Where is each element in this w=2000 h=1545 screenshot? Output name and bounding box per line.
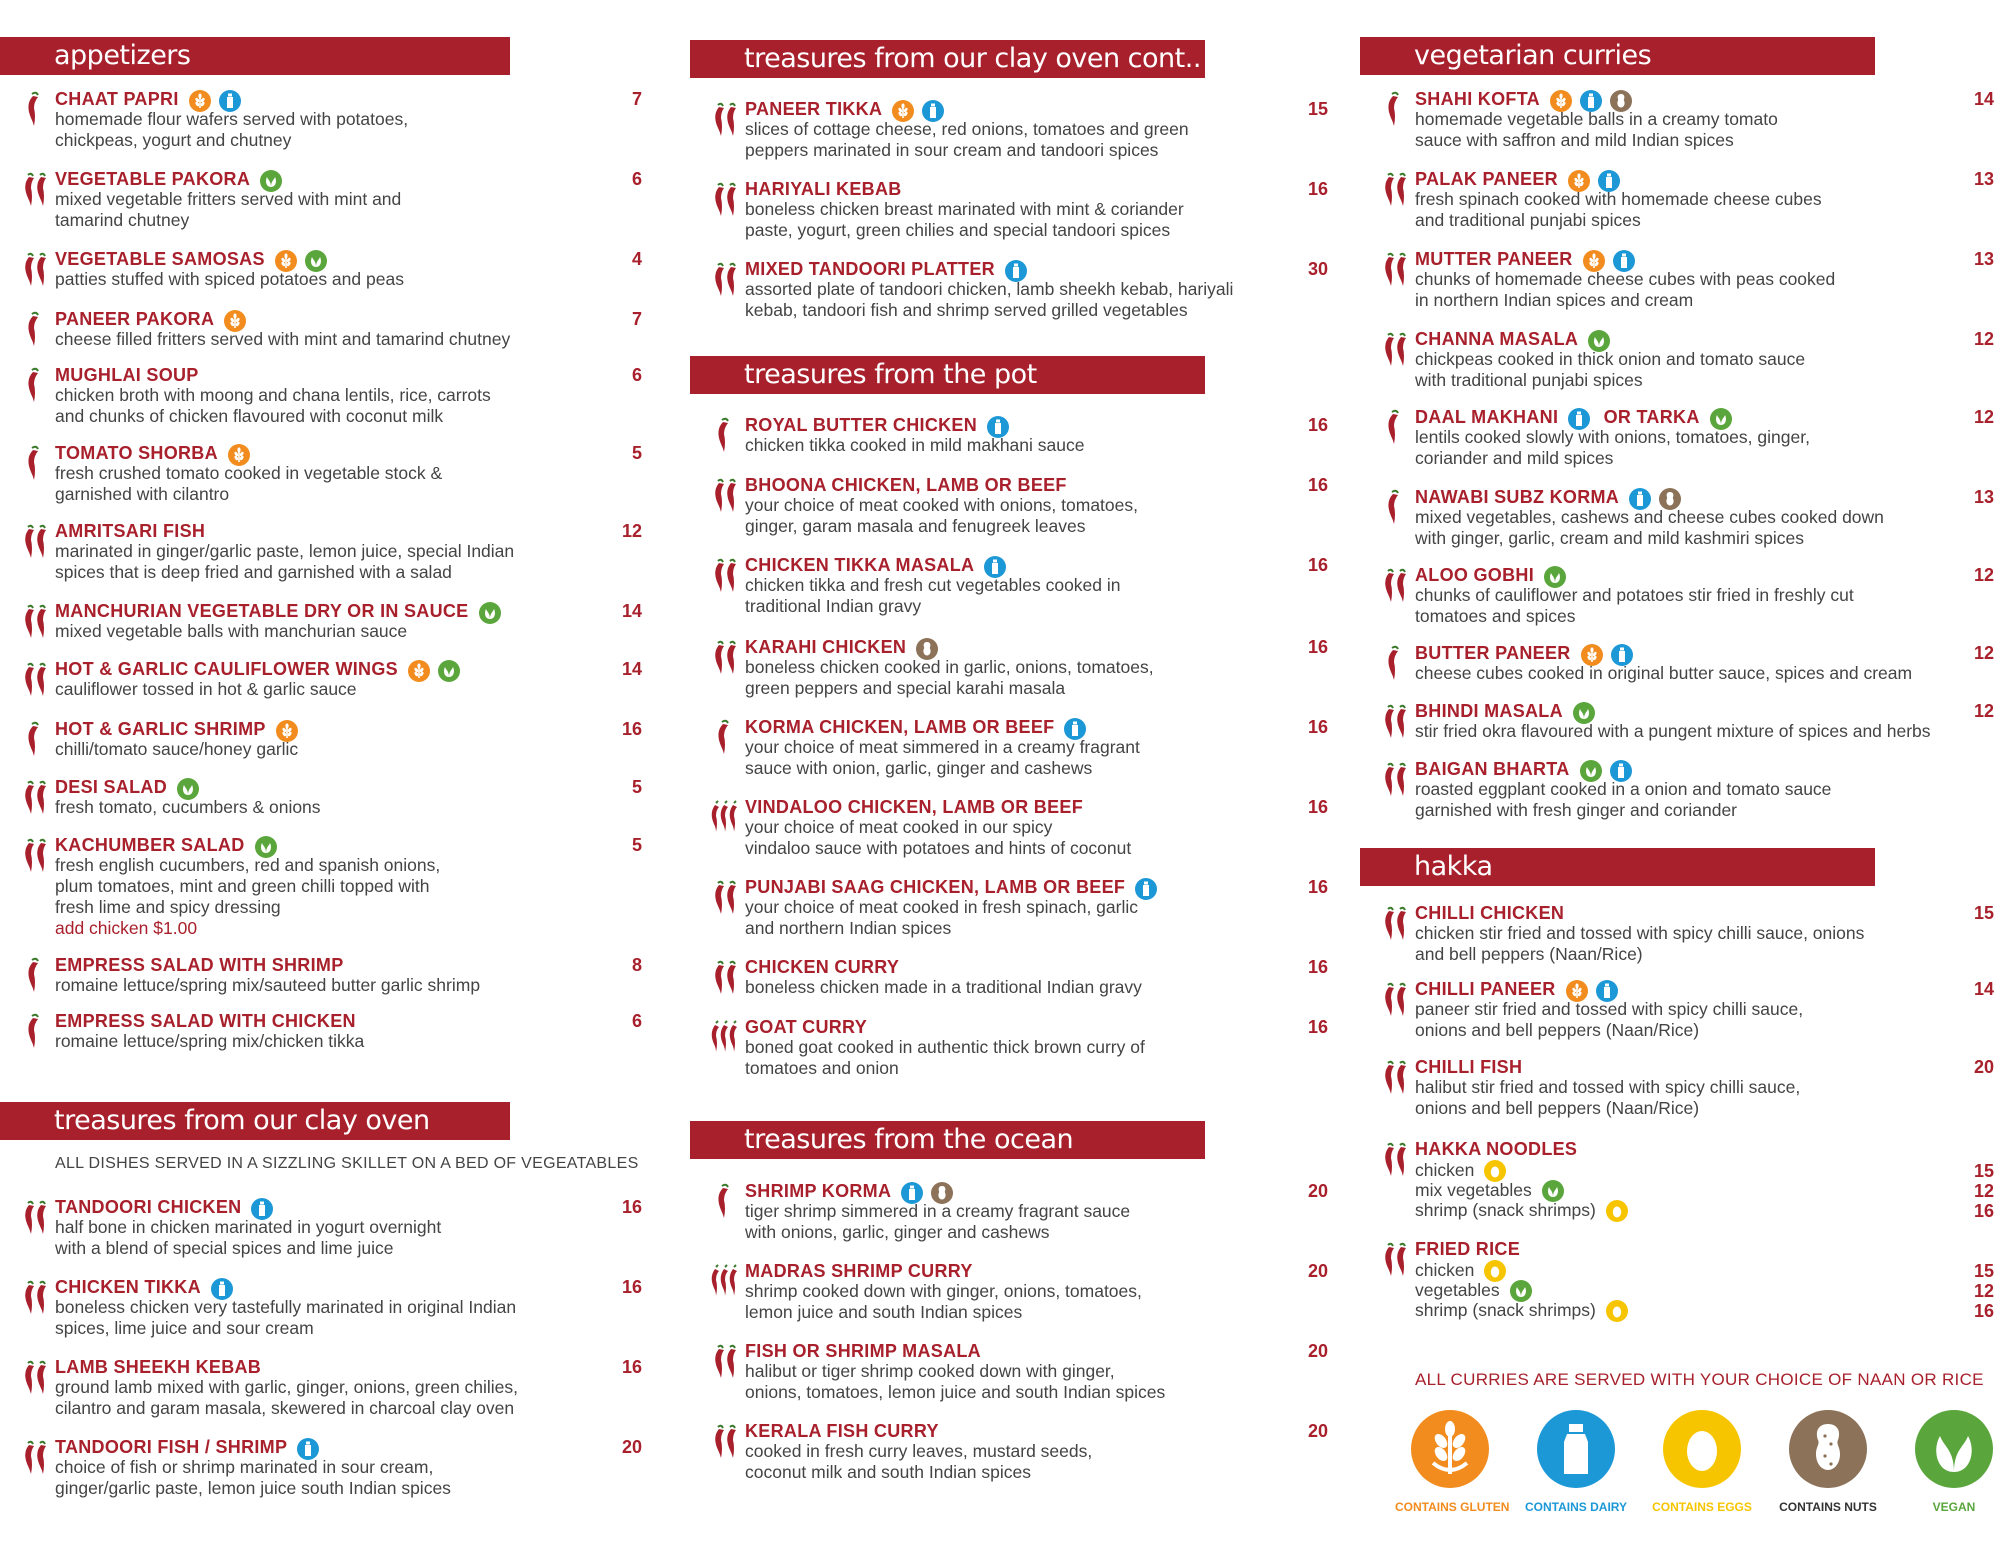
chili-spice-icon [1380, 488, 1416, 526]
option-icon-wrap [1484, 1160, 1514, 1180]
item-description: your choice of meat cooked in fresh spinach, garlic [745, 897, 1138, 917]
item-name-text: CHILLI PANEER [1415, 979, 1556, 999]
item-name-text: MUTTER PANEER [1415, 249, 1573, 269]
item-price: 14 [621, 659, 642, 679]
item-price: 13 [1973, 487, 1994, 507]
item-price: 16 [621, 1197, 642, 1217]
section-banner-pot: treasures from the pot [690, 356, 1205, 394]
item-description: homemade flour wafers served with potatoes, [55, 109, 409, 129]
option-price: 15 [1973, 1161, 1994, 1181]
egg-icon [1663, 1410, 1741, 1488]
item-price: 14 [1973, 979, 1994, 999]
item-name-text: KERALA FISH CURRY [745, 1421, 939, 1441]
item-name-text: CHICKEN CURRY [745, 957, 900, 977]
option-label: chicken [1415, 1260, 1475, 1280]
chili-spice-icon [20, 1278, 56, 1316]
chili-spice-icon [710, 878, 746, 916]
item-name [55, 954, 344, 976]
item-price: 12 [1973, 329, 1994, 349]
chili-spice-icon [20, 170, 56, 208]
item-name [745, 474, 1067, 496]
option-label: shrimp (snack shrimps) [1415, 1300, 1596, 1320]
chili-spice-icon [20, 1198, 56, 1236]
section-banner-ocean: treasures from the ocean [690, 1121, 1205, 1159]
item-name-text: HOT & GARLIC SHRIMP [55, 719, 266, 739]
gluten-icon [408, 660, 430, 682]
item-price: 16 [621, 719, 642, 739]
item-price: 20 [1307, 1261, 1328, 1281]
item-description: cauliflower tossed in hot & garlic sauce [55, 679, 357, 699]
item-description: cooked in fresh curry leaves, mustard seeds, [745, 1441, 1093, 1461]
item-price: 12 [1973, 565, 1994, 585]
item-price: 13 [1973, 169, 1994, 189]
chili-spice-icon [1380, 90, 1416, 128]
chili-spice-icon [710, 638, 746, 676]
item-description: green peppers and special karahi masala [745, 678, 1066, 698]
item-price: 20 [1973, 1057, 1994, 1077]
item-description: spices, lime juice and sour cream [55, 1318, 314, 1338]
chili-spice-icon [1380, 250, 1416, 288]
item-description: plum tomatoes, mint and green chilli topped with [55, 876, 430, 896]
item-name [1415, 1056, 1522, 1078]
item-name [745, 796, 1083, 818]
item-name-text: LAMB SHEEKH KEBAB [55, 1357, 262, 1377]
chili-spice-icon [1380, 330, 1416, 368]
item-option [1415, 1300, 1636, 1322]
item-description: lemon juice and south Indian spices [745, 1302, 1023, 1322]
chili-spice-icon [710, 798, 746, 836]
item-description: half bone in chicken marinated in yogurt overnight [55, 1217, 442, 1237]
item-name [55, 520, 205, 542]
item-name-text: PUNJABI SAAG CHICKEN, LAMB OR BEEF [745, 877, 1126, 897]
item-description: tamarind chutney [55, 210, 190, 230]
legend-label: CONTAINS GLUTEN [1395, 1500, 1510, 1514]
item-description: boneless chicken cooked in garlic, onions, tomatoes, [745, 657, 1154, 677]
item-price: 5 [631, 835, 642, 855]
chili-spice-icon [20, 778, 56, 816]
item-description: stir fried okra flavoured with a pungent mixture of spices and herbs [1415, 721, 1931, 741]
item-description: with onions, garlic, ginger and cashews [745, 1222, 1050, 1242]
chili-spice-icon [20, 720, 56, 758]
vegan-icon [438, 660, 460, 682]
chili-spice-icon [1380, 1058, 1416, 1096]
item-description: ginger/garlic paste, lemon juice south Indian spices [55, 1478, 451, 1498]
option-price: 12 [1973, 1281, 1994, 1301]
legend-item-nuts [1773, 1410, 1883, 1514]
item-description: fresh english cucumbers, red and spanish onions, [55, 855, 441, 875]
section-banner-appetizers: appetizers [0, 37, 510, 75]
item-price: 5 [631, 777, 642, 797]
item-name-text: ALOO GOBHI [1415, 565, 1534, 585]
item-description: mixed vegetable fritters served with mint and [55, 189, 402, 209]
item-description: spices that is deep fried and garnished with a salad [55, 562, 452, 582]
section-banner-clay-oven: treasures from our clay oven [0, 1102, 510, 1140]
item-price: 20 [1307, 1341, 1328, 1361]
item-name [745, 1420, 939, 1442]
chili-spice-icon [20, 956, 56, 994]
chili-spice-icon [1380, 566, 1416, 604]
chili-spice-icon [710, 260, 746, 298]
item-description: marinated in ginger/garlic paste, lemon juice, special Indian [55, 541, 515, 561]
item-description: with traditional punjabi spices [1415, 370, 1643, 390]
item-description: boned goat cooked in authentic thick brown curry of [745, 1037, 1145, 1057]
item-name: FRIED RICE [1415, 1239, 1521, 1259]
option-icon-wrap [1542, 1180, 1572, 1200]
clay-oven-note: ALL DISHES SERVED IN A SIZZLING SKILLET ON A BED OF VEGEATABLES [55, 1155, 639, 1172]
item-name-text: MANCHURIAN VEGETABLE DRY OR IN SAUCE [55, 601, 469, 621]
legend-item-vegan [1899, 1410, 2000, 1514]
served-note: ALL CURRIES ARE SERVED WITH YOUR CHOICE OF NAAN OR RICE [1415, 1370, 1984, 1389]
item-description: paste, yogurt, green chilies and special tandoori spices [745, 220, 1171, 240]
item-price: 16 [1307, 717, 1328, 737]
item-name-text: EMPRESS SALAD WITH SHRIMP [55, 955, 344, 975]
item-name-text: KORMA CHICKEN, LAMB OR BEEF [745, 717, 1055, 737]
item-description: tomatoes and spices [1415, 606, 1576, 626]
wheat-icon [1411, 1410, 1489, 1488]
item-name [745, 178, 902, 200]
item-name-text: SHAHI KOFTA [1415, 89, 1540, 109]
item-price: 7 [631, 89, 642, 109]
item-price: 13 [1973, 249, 1994, 269]
item-description: onions, tomatoes, lemon juice and south Indian spices [745, 1382, 1166, 1402]
option-label: vegetables [1415, 1280, 1500, 1300]
leaf-icon [1915, 1410, 1993, 1488]
item-name-text: DAAL MAKHANI [1415, 407, 1559, 427]
item-description: garnished with cilantro [55, 484, 230, 504]
chili-spice-icon [710, 180, 746, 218]
item-price: 20 [1307, 1181, 1328, 1201]
item-name-text: VEGETABLE PAKORA [55, 169, 251, 189]
chili-spice-icon [710, 1018, 746, 1056]
item-name-text: BUTTER PANEER [1415, 643, 1571, 663]
item-name-text: MIXED TANDOORI PLATTER [745, 259, 995, 279]
item-price: 5 [631, 443, 642, 463]
item-name-text: CHAAT PAPRI [55, 89, 179, 109]
peanut-icon [1789, 1410, 1867, 1488]
item-description: and northern Indian spices [745, 918, 952, 938]
item-description: shrimp cooked down with ginger, onions, tomatoes, [745, 1281, 1142, 1301]
chili-spice-icon [710, 1262, 746, 1300]
item-name-text: TOMATO SHORBA [55, 443, 218, 463]
chili-spice-icon [20, 310, 56, 348]
item-name-text: KACHUMBER SALAD [55, 835, 245, 855]
chili-spice-icon [710, 1422, 746, 1460]
item-description: chicken stir fried and tossed with spicy chilli sauce, onions [1415, 923, 1865, 943]
section-banner-veg-curries: vegetarian curries [1360, 37, 1875, 75]
item-description: paneer stir fried and tossed with spicy chilli sauce, [1415, 999, 1804, 1019]
chili-spice-icon [710, 100, 746, 138]
item-description: halibut stir fried and tossed with spicy chilli sauce, [1415, 1077, 1801, 1097]
item-description: romaine lettuce/spring mix/sauteed butter garlic shrimp [55, 975, 481, 995]
chili-spice-icon [710, 476, 746, 514]
item-name-text: FISH OR SHRIMP MASALA [745, 1341, 981, 1361]
item-description: roasted eggplant cooked in a onion and tomato sauce [1415, 779, 1832, 799]
legend-label: CONTAINS EGGS [1652, 1500, 1752, 1514]
item-price: 16 [621, 1357, 642, 1377]
item-description: fresh lime and spicy dressing [55, 897, 281, 917]
item-description: vindaloo sauce with potatoes and hints of coconut [745, 838, 1132, 858]
chili-spice-icon [20, 366, 56, 404]
legend-label: CONTAINS NUTS [1779, 1500, 1877, 1514]
option-icon-wrap [1484, 1260, 1514, 1280]
item-description: cheese cubes cooked in original butter sauce, spices and cream [1415, 663, 1913, 683]
item-price: 6 [631, 365, 642, 385]
chili-spice-icon [20, 250, 56, 288]
item-price: 6 [631, 169, 642, 189]
item-description: fresh spinach cooked with homemade cheese cubes [1415, 189, 1822, 209]
item-name-text: PANEER TIKKA [745, 99, 883, 119]
item-description: your choice of meat cooked in our spicy [745, 817, 1053, 837]
chili-spice-icon [710, 718, 746, 756]
item-description: mixed vegetables, cashews and cheese cubes cooked down [1415, 507, 1884, 527]
item-description: ground lamb mixed with garlic, ginger, onions, green chilies, [55, 1377, 519, 1397]
chili-spice-icon [20, 444, 56, 482]
item-name-text: CHILLI FISH [1415, 1057, 1523, 1077]
item-name-text: BAIGAN BHARTA [1415, 759, 1570, 779]
item-description: fresh crushed tomato cooked in vegetable stock & [55, 463, 443, 483]
chili-spice-icon [20, 660, 56, 698]
item-price: 4 [631, 249, 642, 269]
option-price: 15 [1973, 1261, 1994, 1281]
chili-spice-icon [710, 958, 746, 996]
item-price: 16 [1307, 797, 1328, 817]
eggs-icon [1606, 1300, 1628, 1322]
option-icon-wrap [1510, 1280, 1540, 1300]
chili-spice-icon [20, 522, 56, 560]
item-description: garnished with fresh ginger and coriander [1415, 800, 1737, 820]
chili-spice-icon [1380, 170, 1416, 208]
item-description: assorted plate of tandoori chicken, lamb sheekh kebab, hariyali [745, 279, 1234, 299]
item-name [745, 1340, 981, 1362]
item-price: 16 [1307, 637, 1328, 657]
item-name-text: PALAK PANEER [1415, 169, 1558, 189]
item-name-text: BHOONA CHICKEN, LAMB OR BEEF [745, 475, 1067, 495]
item-name-text: CHICKEN TIKKA MASALA [745, 555, 975, 575]
option-label: mix vegetables [1415, 1180, 1532, 1200]
chili-spice-icon [710, 1342, 746, 1380]
item-description: chilli/tomato sauce/honey garlic [55, 739, 299, 759]
item-description: homemade vegetable balls in a creamy tomato [1415, 109, 1778, 129]
chili-spice-icon [20, 1012, 56, 1050]
chili-spice-icon [20, 1358, 56, 1396]
option-price: 12 [1973, 1181, 1994, 1201]
item-name-alt: OR TARKA [1598, 407, 1700, 427]
item-description: tiger shrimp simmered in a creamy fragrant sauce [745, 1201, 1131, 1221]
option-label: chicken [1415, 1160, 1475, 1180]
item-description: with a blend of special spices and lime juice [55, 1238, 394, 1258]
item-price: 12 [1973, 407, 1994, 427]
item-description: chicken tikka and fresh cut vegetables cooked in [745, 575, 1121, 595]
item-name [745, 1260, 973, 1282]
chili-spice-icon [20, 602, 56, 640]
chili-spice-icon [1380, 980, 1416, 1018]
item-price: 7 [631, 309, 642, 329]
legend-item-dairy [1521, 1410, 1631, 1514]
item-price: 20 [1307, 1421, 1328, 1441]
item-name-text: CHILLI CHICKEN [1415, 903, 1565, 923]
milk-bottle-icon [1537, 1410, 1615, 1488]
item-description: sauce with onion, garlic, ginger and cashews [745, 758, 1093, 778]
item-price: 12 [1973, 643, 1994, 663]
item-price: 12 [621, 521, 642, 541]
chili-spice-icon [710, 1182, 746, 1220]
item-name-text: EMPRESS SALAD WITH CHICKEN [55, 1011, 356, 1031]
item-description: peppers marinated in sour cream and tandoori spices [745, 140, 1159, 160]
item-description: chicken tikka cooked in mild makhani sauce [745, 435, 1085, 455]
item-description: halibut or tiger shrimp cooked down with ginger, [745, 1361, 1115, 1381]
chili-spice-icon [1380, 760, 1416, 798]
item-description: chunks of cauliflower and potatoes stir fried in freshly cut [1415, 585, 1854, 605]
item-price: 16 [1307, 1017, 1328, 1037]
item-description: kebab, tandoori fish and shrimp served grilled vegetables [745, 300, 1188, 320]
item-price: 30 [1307, 259, 1328, 279]
item-description: chickpeas cooked in thick onion and tomato sauce [1415, 349, 1806, 369]
item-name-text: SHRIMP KORMA [745, 1181, 892, 1201]
item-price: 16 [1307, 475, 1328, 495]
item-description: and traditional punjabi spices [1415, 210, 1641, 230]
item-name-text: HOT & GARLIC CAULIFLOWER WINGS [55, 659, 398, 679]
item-description: cilantro and garam masala, skewered in charcoal clay oven [55, 1398, 515, 1418]
item-description: coconut milk and south Indian spices [745, 1462, 1031, 1482]
item-name-text: MUGHLAI SOUP [55, 365, 199, 385]
item-price: 16 [1307, 877, 1328, 897]
legend-label: VEGAN [1932, 1500, 1976, 1514]
chili-spice-icon [710, 416, 746, 454]
item-description: lentils cooked slowly with onions, tomatoes, ginger, [1415, 427, 1810, 447]
item-name-text: VEGETABLE SAMOSAS [55, 249, 265, 269]
item-price: 14 [621, 601, 642, 621]
option-icon-wrap [1606, 1300, 1636, 1320]
add-chicken-note: add chicken $1.00 [55, 918, 198, 938]
item-description: slices of cottage cheese, red onions, tomatoes and green [745, 119, 1189, 139]
item-description: patties stuffed with spiced potatoes and peas [55, 269, 404, 289]
item-price: 14 [1973, 89, 1994, 109]
item-price: 16 [1307, 179, 1328, 199]
section-banner-hakka: hakka [1360, 848, 1875, 886]
item-description: your choice of meat cooked with onions, tomatoes, [745, 495, 1138, 515]
item-name-text: TANDOORI FISH / SHRIMP [55, 1437, 288, 1457]
item-name [55, 1356, 261, 1378]
item-option [1415, 1200, 1636, 1222]
item-price: 16 [1307, 415, 1328, 435]
item-price: 15 [1307, 99, 1328, 119]
item-description: onions and bell peppers (Naan/Rice) [1415, 1098, 1700, 1118]
chili-spice-icon [710, 556, 746, 594]
chili-spice-icon [20, 836, 56, 874]
item-description: and bell peppers (Naan/Rice) [1415, 944, 1643, 964]
item-description: coriander and mild spices [1415, 448, 1614, 468]
item-description: sauce with saffron and mild Indian spices [1415, 130, 1734, 150]
option-icon-wrap [1606, 1200, 1636, 1220]
item-price: 12 [1973, 701, 1994, 721]
item-name [55, 1010, 356, 1032]
item-price: 16 [1307, 555, 1328, 575]
item-price: 16 [1307, 957, 1328, 977]
item-price: 20 [621, 1437, 642, 1457]
item-name-text: VINDALOO CHICKEN, LAMB OR BEEF [745, 797, 1084, 817]
legend-item-gluten [1395, 1410, 1510, 1514]
item-name-text: KARAHI CHICKEN [745, 637, 907, 657]
chili-spice-icon [1380, 904, 1416, 942]
item-description: with ginger, garlic, cream and mild kashmiri spices [1415, 528, 1805, 548]
item-name-text: HARIYALI KEBAB [745, 179, 902, 199]
item-description: onions and bell peppers (Naan/Rice) [1415, 1020, 1700, 1040]
item-description: and chunks of chicken flavoured with coconut milk [55, 406, 444, 426]
item-description: chunks of homemade cheese cubes with peas cooked [1415, 269, 1836, 289]
allergen-legend [1395, 1410, 1995, 1530]
option-price: 16 [1973, 1201, 1994, 1221]
vegan-icon [479, 602, 501, 624]
item-price: 6 [631, 1011, 642, 1031]
item-description: boneless chicken very tastefully marinated in original Indian [55, 1297, 517, 1317]
item-description: romaine lettuce/spring mix/chicken tikka [55, 1031, 365, 1051]
item-description: tomatoes and onion [745, 1058, 899, 1078]
item-name-text: TANDOORI CHICKEN [55, 1197, 242, 1217]
option-label: shrimp (snack shrimps) [1415, 1200, 1596, 1220]
item-description: boneless chicken made in a traditional Indian gravy [745, 977, 1142, 997]
item-name [1415, 902, 1564, 924]
item-description: your choice of meat simmered in a creamy fragrant [745, 737, 1140, 757]
item-description: chicken broth with moong and chana lentils, rice, carrots [55, 385, 491, 405]
item-name-text: CHANNA MASALA [1415, 329, 1579, 349]
chili-spice-icon [1380, 1140, 1416, 1178]
item-description: chickpeas, yogurt and chutney [55, 130, 292, 150]
item-name-text: ROYAL BUTTER CHICKEN [745, 415, 978, 435]
item-name: HAKKA NOODLES [1415, 1139, 1578, 1159]
item-name-text: NAWABI SUBZ KORMA [1415, 487, 1620, 507]
item-name [745, 1016, 867, 1038]
section-banner-clay-oven-cont: treasures from our clay oven cont.. [690, 40, 1205, 78]
item-name-text: DESI SALAD [55, 777, 168, 797]
item-name [55, 364, 199, 386]
item-description: in northern Indian spices and cream [1415, 290, 1694, 310]
item-description: boneless chicken breast marinated with mint & coriander [745, 199, 1184, 219]
option-price: 16 [1973, 1301, 1994, 1321]
item-price: 8 [631, 955, 642, 975]
item-price: 15 [1973, 903, 1994, 923]
item-description: cheese filled fritters served with mint and tamarind chutney [55, 329, 511, 349]
legend-label: CONTAINS DAIRY [1525, 1500, 1627, 1514]
item-name-text: PANEER PAKORA [55, 309, 215, 329]
chili-spice-icon [1380, 644, 1416, 682]
item-name-text: CHICKEN TIKKA [55, 1277, 201, 1297]
chili-spice-icon [20, 90, 56, 128]
item-name [745, 956, 899, 978]
chili-spice-icon [1380, 1240, 1416, 1278]
item-name-text: MADRAS SHRIMP CURRY [745, 1261, 973, 1281]
chili-spice-icon [1380, 408, 1416, 446]
item-price: 16 [621, 1277, 642, 1297]
item-description: traditional Indian gravy [745, 596, 922, 616]
chili-spice-icon [20, 1438, 56, 1476]
legend-item-eggs [1647, 1410, 1757, 1514]
dairy-icon [1135, 878, 1157, 900]
item-name-text: AMRITSARI FISH [55, 521, 206, 541]
item-description: ginger, garam masala and fenugreek leaves [745, 516, 1086, 536]
item-name-text: GOAT CURRY [745, 1017, 867, 1037]
item-description: fresh tomato, cucumbers & onions [55, 797, 321, 817]
eggs-icon [1606, 1200, 1628, 1222]
item-description: choice of fish or shrimp marinated in sour cream, [55, 1457, 434, 1477]
chili-spice-icon [1380, 702, 1416, 740]
item-name-text: BHINDI MASALA [1415, 701, 1563, 721]
item-description: mixed vegetable balls with manchurian sauce [55, 621, 408, 641]
